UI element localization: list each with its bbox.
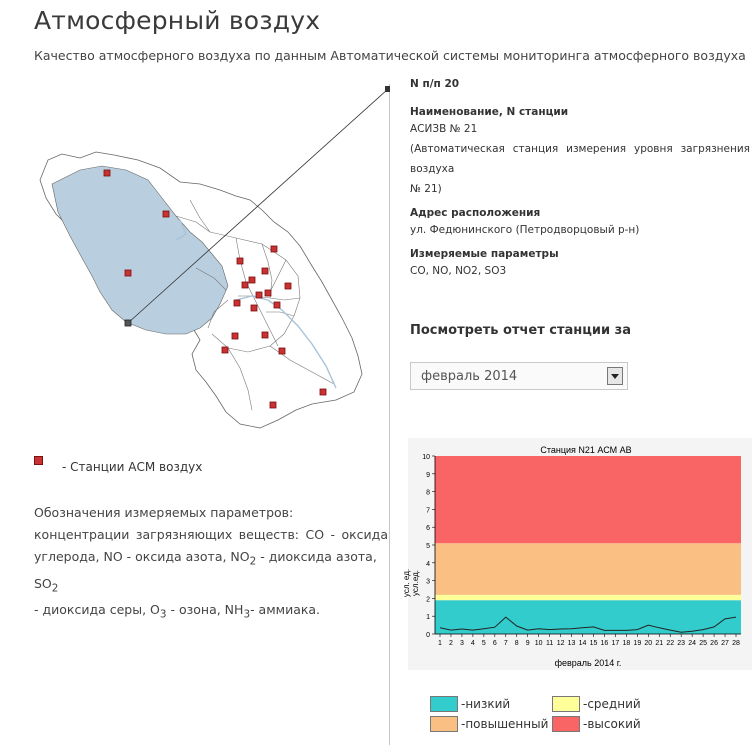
notes-line-1: концентрации загрязняющих веществ: CO - оксида (34, 527, 388, 542)
x-tick-label: 13 (567, 640, 576, 647)
x-tick-label: 20 (644, 640, 653, 647)
chart-svg (402, 438, 752, 670)
notes-heading: Обозначения измеряемых параметров: (34, 505, 294, 520)
station-marker[interactable] (320, 389, 326, 395)
legend-low (430, 696, 510, 712)
station-marker[interactable] (265, 290, 271, 296)
x-tick-label: 8 (514, 640, 519, 647)
y-tick-label: 5 (426, 543, 430, 550)
station-marker[interactable] (242, 282, 248, 288)
selected-station-anchor (385, 86, 390, 92)
x-tick-label: 2 (449, 640, 453, 647)
params-value: CO, NO, NO2, SO3 (410, 265, 507, 277)
station-info (410, 78, 750, 281)
legend-high-label: -высокий (583, 717, 641, 731)
chart-title: Станция N21 АСМ АВ (540, 445, 632, 455)
x-tick-label: 19 (633, 640, 642, 647)
station-marker[interactable] (262, 332, 268, 338)
station-marker[interactable] (249, 277, 255, 283)
legend-low-swatch (430, 696, 458, 712)
y-tick-label: 1 (426, 614, 430, 622)
station-marker[interactable] (270, 402, 276, 408)
x-tick-label: 11 (545, 640, 554, 647)
band-высокий (435, 456, 741, 543)
station-marker[interactable] (271, 246, 277, 252)
station-marker[interactable] (232, 333, 238, 339)
station-marker[interactable] (251, 305, 257, 311)
station-legend-marker (34, 456, 43, 465)
legend-medium-label: -средний (583, 697, 641, 711)
x-tick-label: 14 (578, 640, 587, 647)
station-marker[interactable] (274, 302, 280, 308)
chart-legend (430, 696, 750, 736)
chart-ylabel: усл. ед. (402, 568, 411, 598)
period-select[interactable] (410, 362, 628, 390)
chart-xlabel: февраль 2014 г. (554, 658, 622, 668)
params-label: Измеряемые параметры (410, 248, 559, 260)
band-повышенный (435, 543, 741, 595)
station-name-label: Наименование, N станции (410, 106, 569, 118)
notes-line-2: углерода, NO - оксида азота, $NO_2$ - диоксида азота, $SO_2$ (34, 549, 377, 594)
station-name-desc: (Автоматическая станция измерения уровня загрязнения воздуха № 21) (410, 143, 750, 195)
x-tick-label: 6 (492, 640, 497, 647)
station-name-value: АСИЗВ № 21 (410, 123, 478, 135)
station-marker[interactable] (279, 348, 285, 354)
x-tick-label: 23 (677, 640, 686, 647)
legend-elevated-label: -повышенный (461, 717, 549, 731)
legend-medium (552, 696, 641, 712)
legend-high-swatch (552, 716, 580, 732)
legend-high (552, 716, 641, 732)
x-tick-label: 26 (710, 640, 718, 647)
x-tick-label: 7 (503, 640, 508, 647)
x-tick-label: 16 (600, 640, 609, 647)
x-tick-label: 27 (721, 640, 729, 647)
band-средний (435, 595, 741, 600)
chevron-down-icon[interactable] (607, 367, 623, 385)
x-tick-label: 15 (589, 640, 598, 647)
station-marker[interactable] (285, 283, 291, 289)
legend-medium-swatch (552, 696, 580, 712)
address-label: Адрес расположения (410, 207, 541, 219)
station-marker[interactable] (163, 211, 169, 217)
legend-low-label: -низкий (461, 697, 511, 711)
x-tick-label: 24 (688, 640, 697, 647)
y-tick-label: 8 (426, 489, 430, 497)
x-tick-label: 12 (556, 640, 565, 647)
page-title: Атмосферный воздух (34, 6, 321, 35)
x-tick-label: 5 (481, 640, 486, 647)
y-tick-label: 4 (426, 560, 430, 568)
selected-station-marker[interactable] (125, 320, 131, 326)
station-marker[interactable] (234, 300, 240, 306)
station-number: N п/п 20 (410, 78, 460, 90)
x-tick-label: 9 (525, 640, 530, 647)
x-tick-label: 1 (438, 640, 442, 647)
station-marker[interactable] (104, 170, 110, 176)
x-tick-label: 21 (655, 640, 664, 647)
station-marker[interactable] (222, 347, 228, 353)
legend-elevated (430, 716, 548, 732)
page-subtitle: Качество атмосферного воздуха по данным Автоматической системы мониторинга атмосферного воздуха (34, 48, 746, 63)
x-tick-label: 3 (459, 640, 464, 647)
stations-map[interactable] (0, 84, 390, 434)
chart-ylabel-2: усл.ед. (411, 570, 420, 596)
legend-elevated-swatch (430, 716, 458, 732)
x-tick-label: 25 (699, 640, 708, 647)
x-tick-label: 4 (470, 640, 475, 647)
notes-line-3: - диоксида серы, $O_3$ - озона, $NH_3-$ аммиака. (34, 602, 321, 621)
address-value: ул. Федюнинского (Петродворцовый р-н) (410, 224, 640, 236)
station-marker[interactable] (256, 292, 262, 298)
x-tick-label: 17 (611, 640, 620, 647)
y-tick-label: 2 (426, 596, 430, 604)
station-marker[interactable] (125, 270, 131, 276)
y-tick-label: 6 (426, 525, 430, 533)
station-chart (402, 438, 752, 670)
y-tick-label: 0 (426, 632, 430, 639)
y-tick-label: 9 (426, 471, 430, 479)
station-marker[interactable] (237, 258, 243, 264)
period-select-value: февраль 2014 (421, 369, 518, 384)
y-tick-label: 10 (422, 454, 430, 461)
y-tick-label: 7 (426, 507, 430, 515)
parameter-notes (34, 502, 388, 626)
x-tick-label: 22 (666, 640, 675, 647)
station-marker[interactable] (262, 268, 268, 274)
report-heading: Посмотреть отчет станции за (410, 323, 631, 338)
x-tick-label: 10 (534, 640, 543, 647)
station-legend-label: - Станции АСМ воздух (62, 460, 203, 474)
x-tick-label: 28 (732, 640, 740, 647)
y-tick-label: 3 (426, 578, 430, 586)
x-tick-label: 18 (622, 640, 631, 647)
